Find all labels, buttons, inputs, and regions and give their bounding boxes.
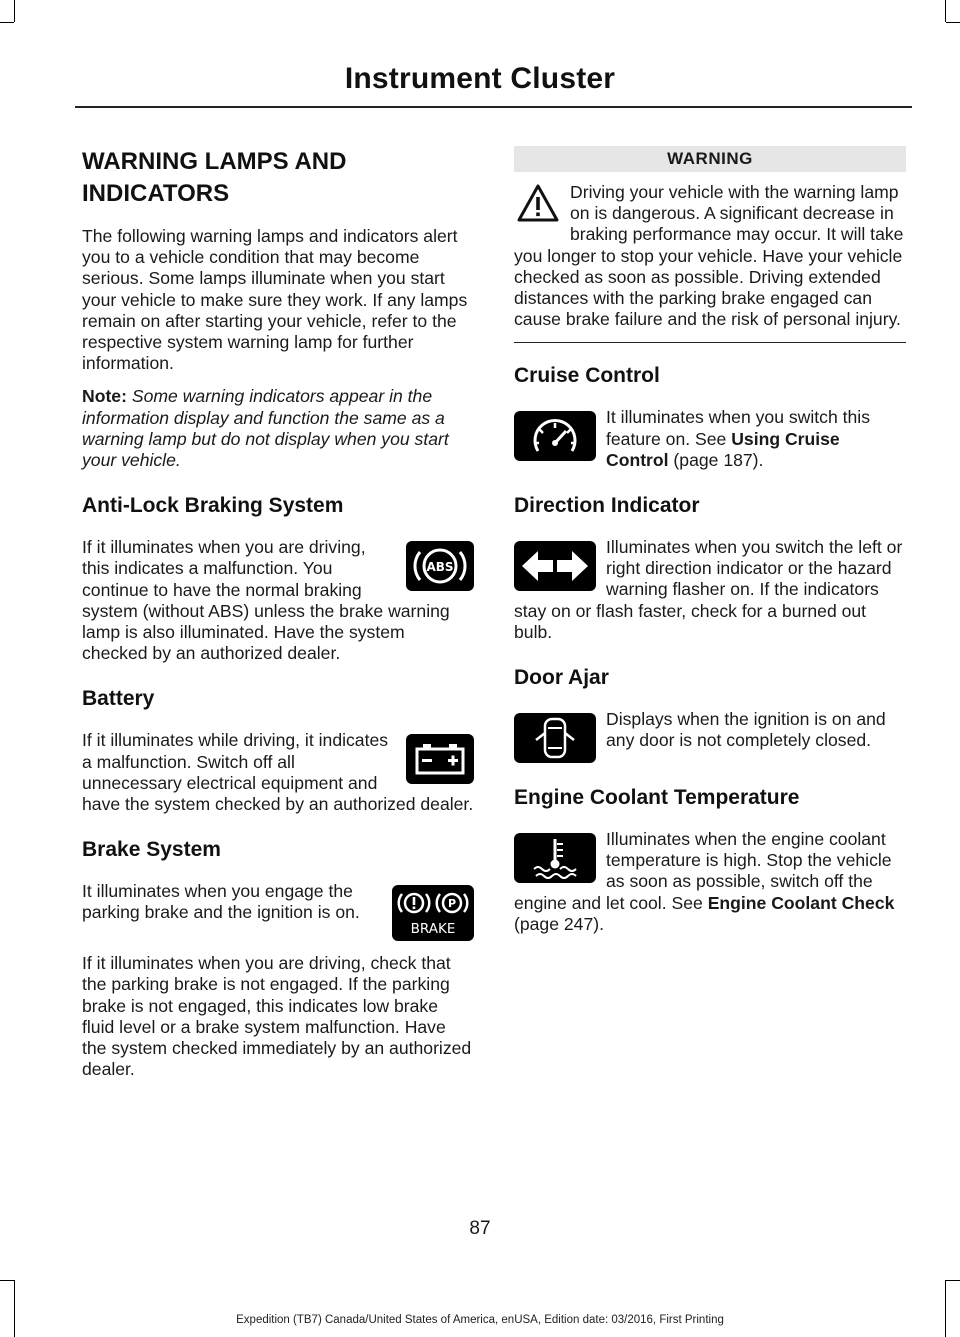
- battery-icon: [406, 734, 474, 784]
- door-entry: [514, 709, 906, 763]
- warning-text: Driving your vehicle with the warning lamp on is dangerous. A significant decrease in braking performance may occur. It will take you longer to stop your vehicle. Have your vehicle checked as soon as possible. Driving extended distances with the parking brake engaged can cause brake failure and the risk of personal injury.: [514, 182, 904, 330]
- door-text: Displays when the ignition is on and any door is not completely closed.: [606, 709, 886, 751]
- cruise-control-icon: [514, 411, 596, 461]
- coolant-title: Engine Coolant Temperature: [514, 786, 800, 810]
- abs-title: Anti-Lock Braking System: [82, 494, 344, 518]
- warning-heading: WARNING: [514, 146, 906, 172]
- coolant-temperature-icon: [514, 833, 596, 883]
- cruise-link[interactable]: Using Cruise Control: [606, 428, 840, 470]
- battery-title: Battery: [82, 687, 155, 711]
- svg-text:ABS: ABS: [426, 560, 454, 575]
- note-label: Note:: [82, 386, 127, 407]
- crop-mark: [14, 1280, 15, 1337]
- cruise-title: Cruise Control: [514, 364, 660, 388]
- header-divider: [75, 106, 912, 108]
- direction-title: Direction Indicator: [514, 494, 700, 518]
- direction-entry: [514, 537, 906, 643]
- cruise-text-a: It illuminates when you switch this feature on. See: [606, 407, 871, 449]
- direction-text: Illuminates when you switch the left or right direction indicator or the hazard warning flasher on. If the indicators stay on or flash faster, check for a burned out bulb.: [514, 537, 903, 642]
- door-ajar-icon: [514, 713, 596, 763]
- cruise-text-b: (page 187).: [668, 449, 764, 470]
- warning-divider: [514, 342, 906, 343]
- section-heading: WARNING LAMPS AND INDICATORS: [82, 148, 347, 207]
- door-title: Door Ajar: [514, 666, 609, 690]
- crop-mark: [945, 1280, 946, 1337]
- brake-entry: [82, 881, 474, 941]
- left-column: [82, 146, 474, 1092]
- warning-triangle-icon: [516, 182, 560, 226]
- brake-title: Brake System: [82, 838, 221, 862]
- page-header-title: Instrument Cluster: [344, 62, 616, 95]
- coolant-text-a: Illuminates when the engine coolant temperature is high. Stop the vehicle as soon as possible, switch off the engine and let cool. See: [514, 829, 892, 913]
- crop-mark: [14, 0, 15, 22]
- crop-mark: [946, 22, 960, 23]
- brake-text: It illuminates when you engage the parking brake and the ignition is on.: [82, 881, 360, 923]
- cruise-entry: [514, 407, 906, 471]
- crop-mark: [0, 22, 14, 23]
- direction-arrows-icon: [514, 541, 596, 591]
- abs-warning-icon: [406, 541, 474, 591]
- brake-text-2: If it illuminates when you are driving, check that the parking brake is not engaged. If the parking brake is not engaged, this indicates low brake fluid level or a brake system malfunction. Have the system checked immediately by an authorized dealer.: [82, 953, 472, 1080]
- note-text: Some warning indicators appear in the information display and function the same as a warning lamp but do not display when you start your vehicle.: [82, 386, 449, 471]
- battery-entry: [82, 730, 474, 815]
- intro-paragraph: The following warning lamps and indicators alert you to a vehicle condition that may become serious. Some lamps illuminate when you start your vehicle to make sure they work. If any lamps remain on after starting your vehicle, refer to the respective system warning lamp for further information.: [82, 226, 468, 374]
- page-number: 87: [469, 1218, 491, 1239]
- footer-text: Expedition (TB7) Canada/United States of America, enUSA, Edition date: 03/2016, First Printing: [236, 1314, 724, 1326]
- warning-box: [514, 182, 906, 330]
- svg-text:BRAKE: BRAKE: [410, 921, 456, 938]
- note-paragraph: [82, 386, 474, 471]
- svg-text:P: P: [447, 897, 457, 911]
- abs-entry: [82, 537, 474, 664]
- coolant-link[interactable]: Engine Coolant Check: [707, 892, 895, 913]
- battery-text: If it illuminates while driving, it indicates a malfunction. Switch off all unnecessary electrical equipment and have the system checked by an authorized dealer.: [82, 730, 474, 815]
- right-column: [514, 146, 906, 935]
- coolant-entry: [514, 829, 906, 935]
- coolant-text-b: (page 247).: [514, 913, 604, 934]
- crop-mark: [0, 1280, 14, 1281]
- crop-mark: [945, 0, 946, 22]
- abs-text: If it illuminates when you are driving, this indicates a malfunction. You continue to have the normal braking system (without ABS) unless the brake warning lamp is also illuminated. Have the system checked by an authorized dealer.: [82, 537, 450, 664]
- crop-mark: [946, 1280, 960, 1281]
- brake-warning-icon: [392, 885, 474, 941]
